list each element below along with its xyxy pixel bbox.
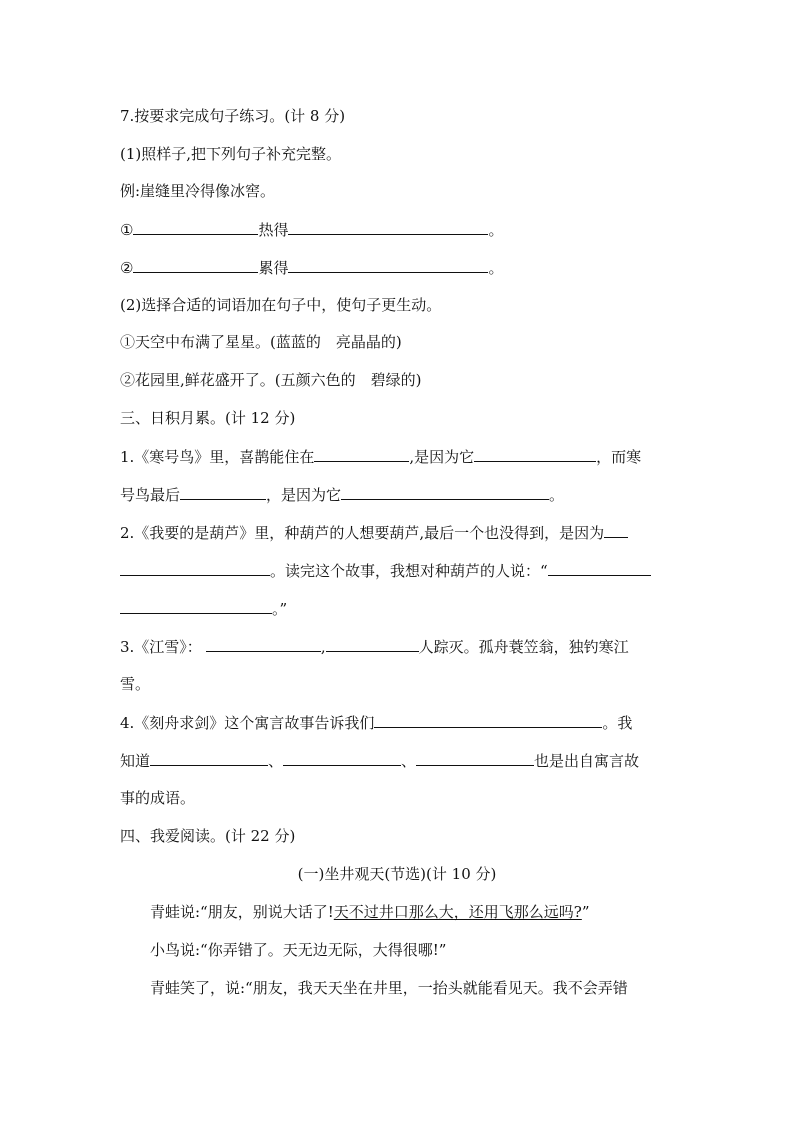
- answer-blank[interactable]: [288, 219, 488, 235]
- s3-q2-line1: [120, 522, 628, 543]
- q7-title: 7.按要求完成句子练习。(计 8 分): [120, 107, 346, 125]
- answer-blank[interactable]: [326, 636, 419, 652]
- s3-q2-line3: [120, 598, 287, 619]
- passage-title: (一)坐井观天(节选)(计 10 分): [297, 865, 497, 883]
- text: 。我: [602, 714, 633, 732]
- q7-item2: [120, 257, 503, 278]
- answer-blank[interactable]: [180, 484, 266, 500]
- answer-blank[interactable]: [150, 750, 268, 766]
- text: 、: [401, 752, 417, 770]
- text: 。: [549, 486, 565, 504]
- s3-q4-line3: 事的成语。: [120, 789, 196, 807]
- text: 1.《寒号鸟》里，喜鹊能住在: [120, 448, 315, 466]
- answer-blank[interactable]: [474, 446, 596, 462]
- q7-part1: (1)照样子,把下列句子补充完整。: [120, 145, 342, 163]
- text: 。读完这个故事，我想对种葫芦的人说：“: [270, 562, 548, 580]
- section4-title: 四、我爱阅读。(计 22 分): [120, 827, 296, 845]
- text: 。”: [272, 600, 288, 618]
- s3-q3-line1: [120, 636, 629, 657]
- item-mid: 累得: [258, 259, 289, 277]
- answer-blank[interactable]: [288, 257, 488, 273]
- text: ,: [320, 638, 326, 656]
- text: 青蛙说:“朋友，别说大话了!: [150, 903, 334, 921]
- passage-paragraph-3: 青蛙笑了，说:“朋友，我天天坐在井里，一抬头就能看见天。我不会弄错: [150, 979, 628, 997]
- q7-choice2: ②花园里,鲜花盛开了。(五颜六色的 碧绿的): [120, 371, 422, 389]
- answer-blank[interactable]: [133, 219, 258, 235]
- s3-q1-line1: [120, 446, 641, 467]
- text: ,是因为它: [409, 448, 475, 466]
- answer-blank[interactable]: [416, 750, 534, 766]
- text: 也是出自寓言故: [534, 752, 640, 770]
- passage-paragraph-1: [150, 902, 589, 922]
- answer-blank[interactable]: [604, 522, 628, 538]
- answer-blank[interactable]: [341, 484, 549, 500]
- s3-q4-line2: [120, 750, 639, 771]
- s3-q2-line2: [120, 560, 651, 581]
- answer-blank[interactable]: [120, 598, 272, 614]
- text: 人踪灭。孤舟蓑笠翁，独钓寒江: [418, 638, 629, 656]
- answer-blank[interactable]: [133, 257, 258, 273]
- underlined-sentence: 天不过井口那么大，还用飞那么远吗?: [333, 903, 582, 921]
- answer-blank[interactable]: [374, 712, 602, 728]
- answer-blank[interactable]: [120, 560, 270, 576]
- period: 。: [488, 221, 504, 239]
- section3-title: 三、日积月累。(计 12 分): [120, 409, 296, 427]
- q7-item1: [120, 219, 503, 240]
- q7-choice1: ①天空中布满了星星。(蓝蓝的 亮晶晶的): [120, 333, 402, 351]
- passage-paragraph-2: 小鸟说:“你弄错了。天无边无际，大得很哪!”: [150, 941, 447, 959]
- text: 4.《刻舟求剑》这个寓言故事告诉我们: [120, 714, 375, 732]
- item-number: ②: [120, 259, 134, 277]
- q7-part2: (2)选择合适的词语加在句子中，使句子更生动。: [120, 296, 442, 314]
- q7-example: 例:崖缝里冷得像冰窖。: [120, 182, 276, 200]
- text: ”: [581, 903, 590, 921]
- answer-blank[interactable]: [314, 446, 409, 462]
- answer-blank[interactable]: [548, 560, 651, 576]
- text: 2.《我要的是葫芦》里，种葫芦的人想要葫芦,最后一个也没得到，是因为: [120, 524, 605, 542]
- s3-q1-line2: [120, 484, 564, 505]
- s3-q3-line2: 雪。: [120, 675, 151, 693]
- text: 3.《江雪》：: [120, 638, 202, 656]
- text: 知道: [120, 752, 151, 770]
- text: ，而寒: [596, 448, 642, 466]
- answer-blank[interactable]: [206, 636, 321, 652]
- answer-blank[interactable]: [283, 750, 401, 766]
- item-number: ①: [120, 221, 134, 239]
- text: ，是因为它: [266, 486, 342, 504]
- text: 号鸟最后: [120, 486, 181, 504]
- item-mid: 热得: [258, 221, 289, 239]
- period: 。: [488, 259, 504, 277]
- s3-q4-line1: [120, 712, 632, 733]
- text: 、: [268, 752, 284, 770]
